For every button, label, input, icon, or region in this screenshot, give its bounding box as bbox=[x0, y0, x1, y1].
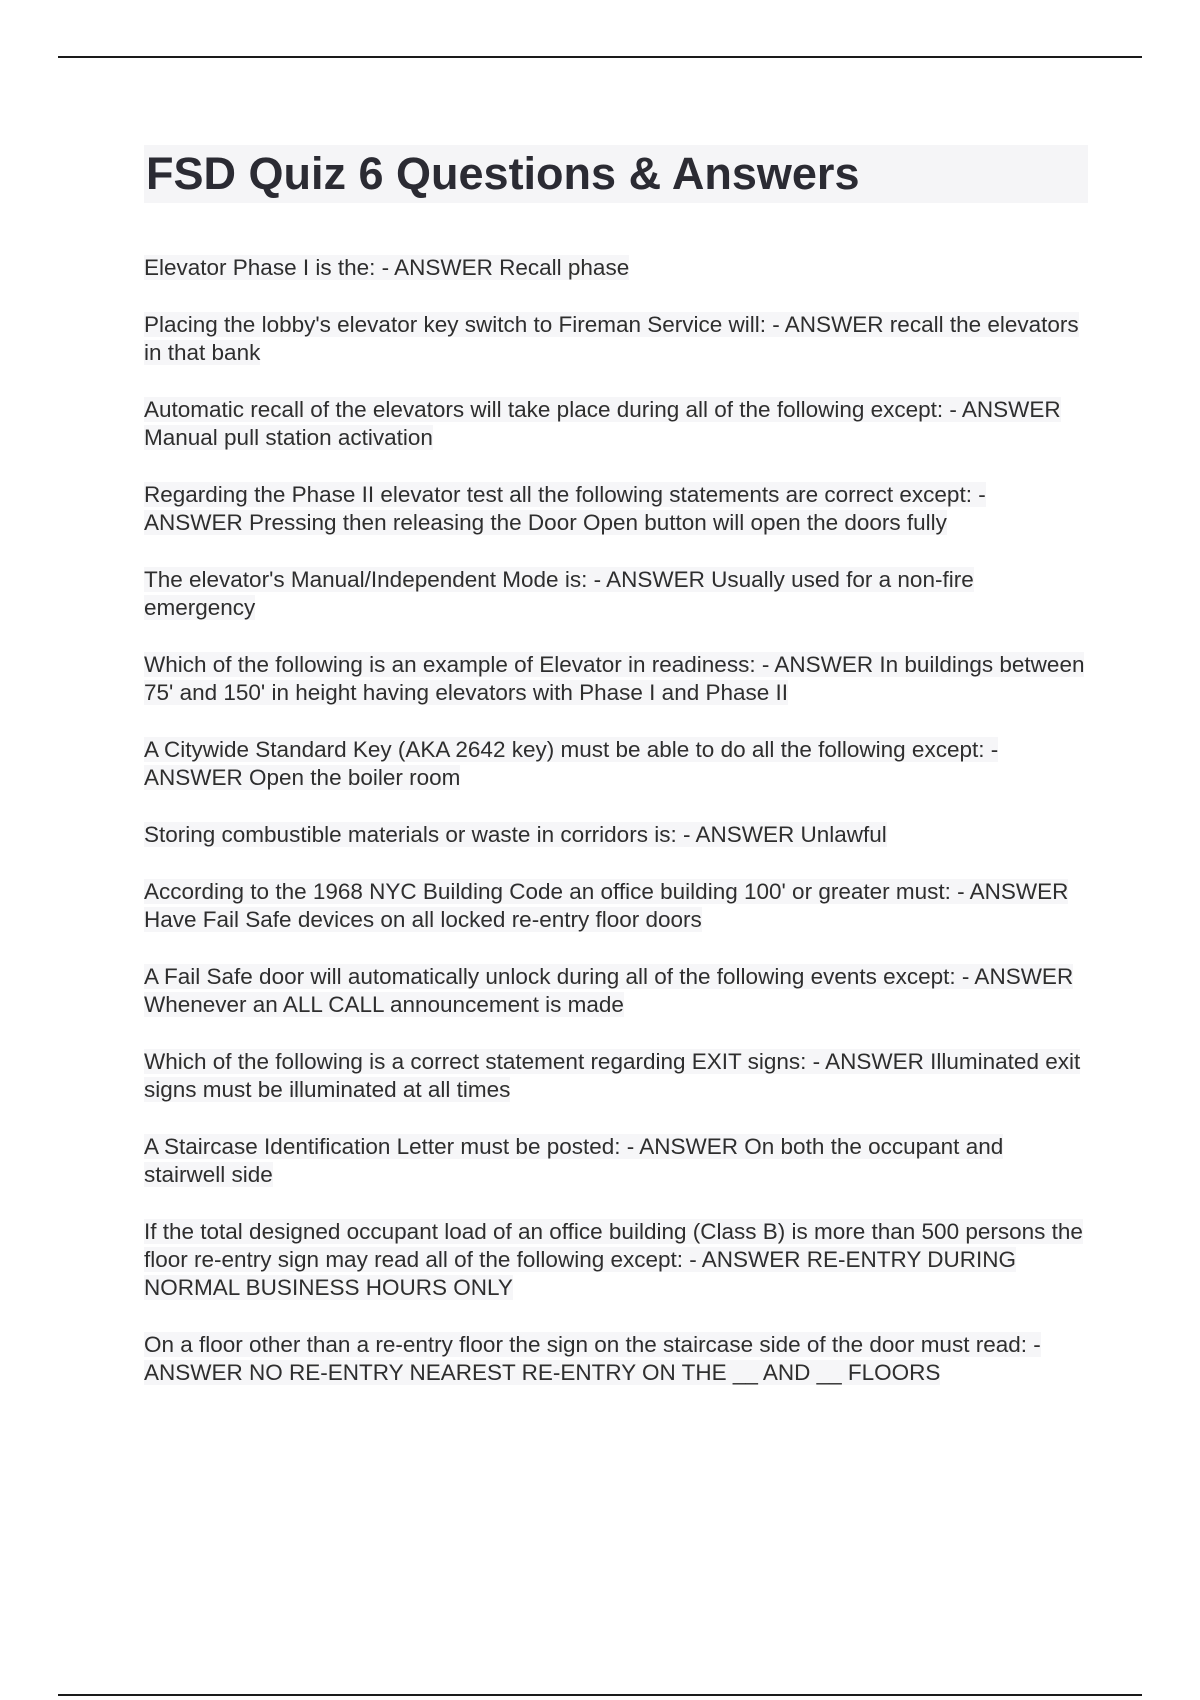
qa-item: Which of the following is an example of Elevator in readiness: - ANSWER In buildings between 75' and 150' in height having elevators with Phase I and Phase II bbox=[144, 652, 1085, 705]
qa-item: Which of the following is a correct statement regarding EXIT signs: - ANSWER Illuminated exit signs must be illuminated at all times bbox=[144, 1049, 1081, 1102]
qa-item: Placing the lobby's elevator key switch to Fireman Service will: - ANSWER recall the elevators in that bank bbox=[144, 312, 1079, 365]
page-title: FSD Quiz 6 Questions & Answers bbox=[144, 145, 1088, 203]
qa-item: Storing combustible materials or waste in corridors is: - ANSWER Unlawful bbox=[144, 822, 887, 847]
qa-item: On a floor other than a re-entry floor the sign on the staircase side of the door must read: - ANSWER NO RE-ENTRY NEAREST RE-ENTRY ON THE __ AND __ FLOORS bbox=[144, 1332, 1041, 1385]
qa-item: Elevator Phase I is the: - ANSWER Recall phase bbox=[144, 255, 630, 280]
header-rule bbox=[58, 56, 1142, 58]
qa-item: If the total designed occupant load of an office building (Class B) is more than 500 persons the floor re-entry sign may read all of the following except: - ANSWER RE-ENTRY DURING NORMAL BUSINESS HOURS ONLY bbox=[144, 1219, 1083, 1300]
footer-rule bbox=[58, 1694, 1142, 1696]
qa-item: The elevator's Manual/Independent Mode is: - ANSWER Usually used for a non-fire emergency bbox=[144, 567, 974, 620]
qa-item: According to the 1968 NYC Building Code an office building 100' or greater must: - ANSWER Have Fail Safe devices on all locked re-entry floor doors bbox=[144, 879, 1069, 932]
qa-item: A Citywide Standard Key (AKA 2642 key) must be able to do all the following except: - ANSWER Open the boiler room bbox=[144, 737, 999, 790]
qa-list bbox=[144, 254, 1088, 1416]
qa-item: Regarding the Phase II elevator test all the following statements are correct except: - ANSWER Pressing then releasing the Door Open button will open the doors fully bbox=[144, 482, 986, 535]
qa-item: Automatic recall of the elevators will take place during all of the following except: - ANSWER Manual pull station activation bbox=[144, 397, 1061, 450]
qa-item: A Staircase Identification Letter must be posted: - ANSWER On both the occupant and stairwell side bbox=[144, 1134, 1004, 1187]
qa-item: A Fail Safe door will automatically unlock during all of the following events except: - ANSWER Whenever an ALL CALL announcement is made bbox=[144, 964, 1074, 1017]
